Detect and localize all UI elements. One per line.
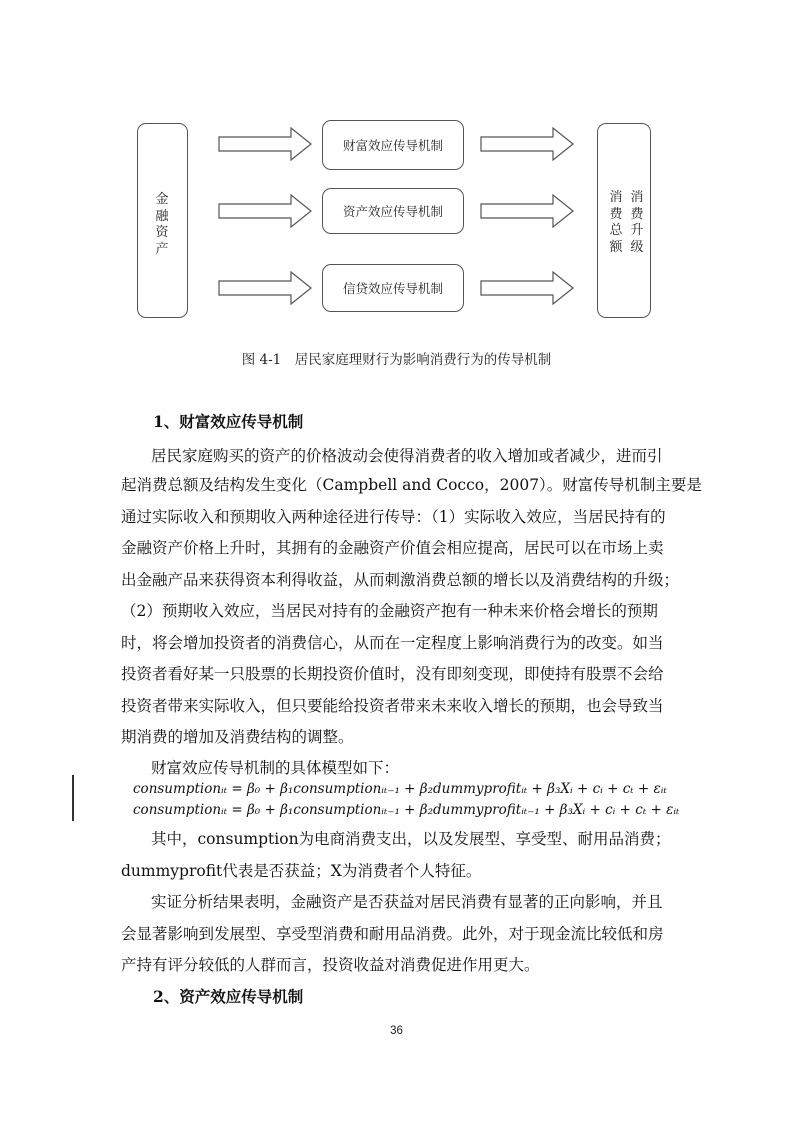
- mechanism-label-wealth: 财富效应传导机制: [342, 138, 443, 153]
- arrow-right-icon: [480, 194, 575, 228]
- paragraph-line: 实证分析结果表明，金融资产是否获益对居民消费有显著的正向影响，并且: [151, 893, 663, 911]
- arrow-right-icon: [218, 194, 313, 228]
- paragraph-line: 会显著影响到发展型、享受型消费和耐用品消费。此外，对于现金流比较低和房: [121, 925, 664, 943]
- arrow-right-icon: [218, 271, 313, 305]
- paragraph-line: 出金融产品来获得资本利得收益，从而刺激消费总额的增长以及消费结构的升级；: [121, 571, 680, 589]
- paragraph-line: 财富效应传导机制的具体模型如下：: [151, 759, 400, 777]
- source-label: 金 融 资 产: [155, 192, 169, 257]
- arrow-right-icon: [480, 271, 575, 305]
- paragraph-line: 居民家庭购买的资产的价格波动会使得消费者的收入增加或者减少，进而引: [151, 447, 663, 465]
- equation: consumptionᵢₜ = β₀ + β₁consumptionᵢₜ₋₁ + β₂dummyprofitᵢₜ₋₁ + β₃Xᵢ + cᵢ + cₜ + εᵢₜ: [133, 802, 680, 818]
- equation: consumptionᵢₜ = β₀ + β₁consumptionᵢₜ₋₁ + β₂dummyprofitᵢₜ + β₃Xᵢ + cᵢ + cₜ + εᵢₜ: [133, 781, 667, 797]
- paragraph-line: 时，将会增加投资者的消费信心，从而在一定程度上影响消费行为的改变。如当: [121, 634, 664, 652]
- section-heading: 2、资产效应传导机制: [153, 987, 304, 1006]
- paragraph-line: 金融资产价格上升时，其拥有的金融资产价值会相应提高，居民可以在市场上卖: [121, 539, 664, 557]
- paragraph-line: 投资者带来实际收入，但只要能给投资者带来未来收入增长的预期，也会导致当: [121, 697, 664, 715]
- change-bar: [72, 775, 74, 821]
- arrow-right-icon: [218, 127, 313, 161]
- mechanism-label-credit: 信贷效应传导机制: [342, 281, 443, 296]
- paragraph-line: 通过实际收入和预期收入两种途径进行传导：（1）实际收入效应，当居民持有的: [121, 508, 666, 526]
- target-label-total: 消 费 总 额: [609, 190, 623, 255]
- paragraph-line: 其中，consumption为电商消费支出，以及发展型、享受型、耐用品消费；: [151, 830, 671, 848]
- paragraph-line: 投资者看好某一只股票的长期投资价值时，没有即刻变现，即使持有股票不会给: [121, 665, 664, 683]
- figure-caption: 图 4-1 居民家庭理财行为影响消费行为的传导机制: [241, 352, 552, 368]
- paragraph-line: 期消费的增加及消费结构的调整。: [121, 728, 354, 746]
- section-heading: 1、财富效应传导机制: [153, 412, 304, 431]
- mechanism-label-asset: 资产效应传导机制: [342, 204, 443, 219]
- paragraph-line: 起消费总额及结构发生变化（Campbell and Cocco，2007）。财富传导机制主要是: [121, 476, 702, 494]
- paragraph-line: 产持有评分较低的人群而言，投资收益对消费促进作用更大。: [121, 956, 540, 974]
- arrow-right-icon: [480, 127, 575, 161]
- paragraph-line: dummyprofit代表是否获益；X为消费者个人特征。: [121, 862, 482, 880]
- target-label-upgrade: 消 费 升 级: [630, 190, 644, 255]
- page-number: 36: [390, 1025, 403, 1037]
- paragraph-line: （2）预期收入效应，当居民对持有的金融资产抱有一种未来价格会增长的预期: [121, 602, 658, 620]
